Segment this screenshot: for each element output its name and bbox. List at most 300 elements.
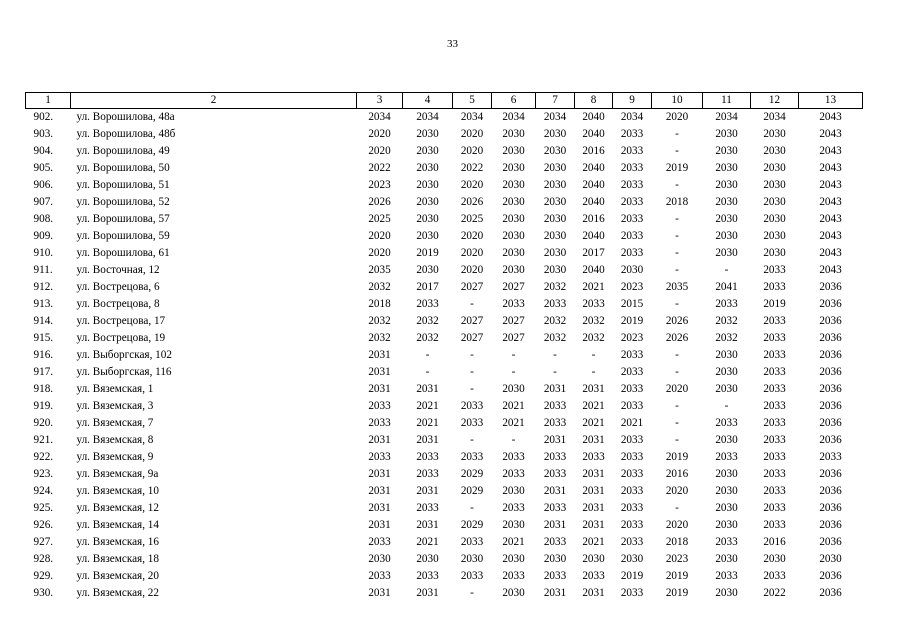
year-cell: 2034 [416,111,439,123]
table-row [26,296,863,313]
year-cell: - [675,213,679,225]
year-cell: 2027 [460,281,484,293]
year-cell: 2021 [582,536,605,548]
year-cell: 2030 [715,196,738,208]
table-row [26,194,863,211]
address-cell: ул. Вяземская, 22 [76,587,159,599]
year-cell: 2030 [502,519,525,531]
year-cell: 2021 [416,536,439,548]
address-cell: ул. Ворошилова, 61 [76,247,170,259]
year-cell: 2030 [543,247,567,259]
year-cell: 2033 [620,536,644,548]
year-cell: 2030 [715,128,738,140]
year-cell: 2033 [763,519,786,531]
year-cell: 2033 [543,451,567,463]
year-cell: 2031 [416,587,439,599]
column-header: 13 [799,93,863,109]
year-cell: 2030 [715,468,738,480]
year-cell: 2030 [502,587,525,599]
year-cell: 2031 [543,587,567,599]
year-cell: 2032 [368,281,391,293]
year-cell: 2033 [460,536,484,548]
year-cell: 2033 [763,570,786,582]
year-cell: 2033 [543,468,567,480]
year-cell: 2030 [543,162,567,174]
year-cell: 2027 [502,332,525,344]
year-cell: 2034 [715,111,738,123]
address-cell: ул. Ворошилова, 52 [76,196,170,208]
row-number-cell: 904. [33,145,54,157]
year-cell: 2030 [715,247,738,259]
row-number-cell: 906. [33,179,54,191]
year-cell: 2032 [368,315,391,327]
table-row [26,415,863,432]
year-cell: 2036 [819,570,842,582]
row-number-cell: 924. [33,485,54,497]
year-cell: 2033 [368,451,391,463]
address-cell: ул. Вяземская, 1 [76,383,154,395]
year-cell: 2031 [416,383,439,395]
year-cell: 2021 [582,417,605,429]
year-cell: 2030 [416,145,439,157]
year-cell: 2033 [763,468,786,480]
table-body [26,109,863,603]
year-cell: 2031 [368,349,391,361]
year-cell: 2021 [582,400,605,412]
year-cell: 2030 [763,179,786,191]
year-cell: 2030 [416,264,439,276]
year-cell: - [675,417,679,429]
year-cell: 2043 [819,230,842,242]
year-cell: 2021 [502,417,525,429]
year-cell: 2030 [416,196,439,208]
year-cell: 2019 [665,570,689,582]
year-cell: 2031 [582,587,605,599]
year-cell: 2030 [715,553,738,565]
year-cell: 2030 [543,128,567,140]
year-cell: 2040 [582,230,605,242]
year-cell: 2033 [715,570,738,582]
year-cell: 2033 [460,570,484,582]
year-cell: 2016 [582,145,605,157]
year-cell: 2033 [543,417,567,429]
row-number-cell: 909. [33,230,54,242]
year-cell: 2031 [582,485,605,497]
year-cell: 2030 [715,485,738,497]
year-cell: 2043 [819,213,842,225]
year-cell: 2030 [763,145,786,157]
year-cell: 2031 [368,366,391,378]
year-cell: 2036 [819,587,842,599]
row-number-cell: 915. [33,332,54,344]
year-cell: 2036 [819,485,842,497]
year-cell: 2030 [715,502,738,514]
year-cell: 2031 [416,519,439,531]
year-cell: 2033 [620,179,644,191]
year-cell: 2020 [460,247,484,259]
table-row [26,364,863,381]
year-cell: 2033 [763,332,786,344]
table-row [26,109,863,127]
year-cell: 2033 [763,264,786,276]
year-cell: 2035 [665,281,689,293]
year-cell: 2031 [368,502,391,514]
year-cell: 2030 [502,196,525,208]
year-cell: 2030 [543,553,567,565]
year-cell: 2023 [620,281,644,293]
address-cell: ул. Вострецова, 17 [76,315,166,327]
year-cell: 2020 [368,128,391,140]
row-number-cell: 903. [33,128,54,140]
year-cell: 2020 [665,485,689,497]
year-cell: 2030 [715,383,738,395]
table-row [26,228,863,245]
table-row [26,568,863,585]
column-header: 4 [403,93,453,109]
year-cell: 2027 [502,281,525,293]
year-cell: 2033 [715,451,738,463]
year-cell: - [511,434,516,446]
year-cell: 2029 [460,468,484,480]
year-cell: 2030 [763,247,786,259]
year-cell: 2030 [715,366,738,378]
year-cell: 2030 [763,196,786,208]
year-cell: 2019 [665,162,689,174]
address-cell: ул. Вострецова, 8 [76,298,160,310]
row-number-cell: 930. [33,587,54,599]
year-cell: 2033 [460,451,484,463]
address-cell: ул. Вяземская, 16 [76,536,159,548]
year-cell: 2043 [819,264,842,276]
row-number-cell: 927. [33,536,54,548]
column-header: 12 [751,93,799,109]
address-cell: ул. Вяземская, 10 [76,485,159,497]
year-cell: - [675,230,679,242]
year-cell: - [591,366,596,378]
year-cell: 2040 [582,111,605,123]
year-cell: 2030 [502,485,525,497]
year-cell: - [425,366,430,378]
year-cell: - [470,366,474,378]
row-number-cell: 919. [33,400,54,412]
row-number-cell: 908. [33,213,54,225]
address-cell: ул. Вяземская, 9 [76,451,154,463]
row-number-cell: 907. [33,196,54,208]
table-row [26,160,863,177]
row-number-cell: 921. [33,434,54,446]
year-cell: - [425,349,430,361]
row-number-cell: 911. [33,264,53,276]
year-cell: 2030 [715,230,738,242]
year-cell: 2036 [819,536,842,548]
table-row [26,262,863,279]
year-cell: 2033 [502,468,525,480]
year-cell: 2033 [620,519,644,531]
row-number-cell: 912. [33,281,54,293]
year-cell: - [553,366,557,378]
year-cell: 2033 [763,383,786,395]
year-cell: 2020 [665,111,689,123]
year-cell: 2036 [819,519,842,531]
address-cell: ул. Ворошилова, 51 [76,179,170,191]
year-cell: 2018 [665,536,689,548]
year-cell: 2033 [368,570,391,582]
year-cell: 2030 [416,128,439,140]
year-cell: 2030 [763,213,786,225]
year-cell: 2034 [543,111,567,123]
year-cell: 2033 [620,128,644,140]
table-row [26,143,863,160]
table-row [26,347,863,364]
year-cell: 2031 [543,434,567,446]
year-cell: 2020 [665,519,689,531]
year-cell: 2030 [715,349,738,361]
year-cell: 2033 [819,451,842,463]
year-cell: 2030 [715,587,738,599]
year-cell: 2031 [368,468,391,480]
year-cell: 2019 [620,570,644,582]
table-row [26,483,863,500]
address-cell: ул. Восточная, 12 [76,264,160,276]
table-row [26,126,863,143]
address-cell: ул. Вяземская, 3 [76,400,154,412]
year-cell: 2031 [368,485,391,497]
year-cell: - [675,298,679,310]
year-cell: 2032 [543,332,567,344]
year-cell: 2033 [620,196,644,208]
year-cell: - [724,264,729,276]
year-cell: 2031 [543,519,567,531]
year-cell: 2030 [368,553,391,565]
year-cell: 2033 [715,298,738,310]
year-cell: 2030 [460,553,484,565]
year-cell: 2031 [368,434,391,446]
year-cell: 2031 [416,485,439,497]
table-row [26,330,863,347]
year-cell: 2033 [763,502,786,514]
year-cell: 2033 [368,536,391,548]
year-cell: 2021 [416,417,439,429]
year-cell: 2030 [502,128,525,140]
year-cell: 2023 [368,179,391,191]
year-cell: 2030 [502,213,525,225]
year-cell: 2032 [368,332,391,344]
column-header: 1 [26,93,71,109]
year-cell: 2032 [543,315,567,327]
year-cell: 2033 [543,400,567,412]
row-number-cell: 917. [33,366,54,378]
year-cell: 2030 [819,553,842,565]
year-cell: 2036 [819,468,842,480]
year-cell: 2033 [502,502,525,514]
row-number-cell: 916. [33,349,54,361]
year-cell: 2036 [819,315,842,327]
year-cell: 2033 [460,417,484,429]
year-cell: 2030 [620,264,644,276]
year-cell: 2031 [582,468,605,480]
year-cell: 2032 [582,315,605,327]
year-cell: 2034 [368,111,391,123]
year-cell: 2031 [582,434,605,446]
year-cell: 2033 [502,570,525,582]
year-cell: 2030 [543,264,567,276]
address-cell: ул. Вяземская, 7 [76,417,154,429]
year-cell: 2031 [368,383,391,395]
year-cell: 2029 [460,485,484,497]
year-cell: 2020 [665,383,689,395]
year-cell: 2030 [715,145,738,157]
address-cell: ул. Выборгская, 102 [76,349,172,361]
year-cell: 2036 [819,417,842,429]
year-cell: 2030 [543,196,567,208]
year-cell: 2033 [620,145,644,157]
column-header: 3 [357,93,403,109]
year-cell: 2032 [715,332,738,344]
row-number-cell: 925. [33,502,54,514]
year-cell: 2020 [368,230,391,242]
table-row [26,432,863,449]
table-header-row [26,93,863,109]
year-cell: 2033 [620,502,644,514]
year-cell: 2018 [665,196,689,208]
table-row [26,313,863,330]
year-cell: 2043 [819,162,842,174]
year-cell: - [511,349,516,361]
year-cell: 2018 [368,298,391,310]
row-number-cell: 922. [33,451,54,463]
year-cell: - [470,383,474,395]
year-cell: 2030 [543,230,567,242]
year-cell: 2034 [763,111,786,123]
year-cell: 2021 [502,400,525,412]
year-cell: 2033 [620,366,644,378]
year-cell: 2030 [763,553,786,565]
year-cell: 2016 [665,468,689,480]
year-cell: 2016 [582,213,605,225]
row-number-cell: 929. [33,570,54,582]
year-cell: 2031 [368,519,391,531]
row-number-cell: 905. [33,162,54,174]
year-cell: 2022 [368,162,391,174]
year-cell: 2040 [582,162,605,174]
row-number-cell: 914. [33,315,54,327]
year-cell: - [470,434,474,446]
year-cell: 2026 [665,332,689,344]
column-header: 11 [703,93,751,109]
year-cell: 2030 [416,213,439,225]
year-cell: 2040 [582,128,605,140]
year-cell: 2030 [715,519,738,531]
year-cell: 2032 [416,315,439,327]
address-cell: ул. Вострецова, 6 [76,281,160,293]
column-header: 9 [613,93,652,109]
address-cell: ул. Вострецова, 19 [76,332,166,344]
year-cell: 2030 [502,145,525,157]
row-number-cell: 928. [33,553,54,565]
year-cell: 2033 [582,570,605,582]
year-cell: 2030 [502,179,525,191]
year-cell: - [675,502,679,514]
year-cell: 2033 [368,400,391,412]
table-row [26,534,863,551]
year-cell: - [675,145,679,157]
year-cell: 2027 [502,315,525,327]
year-cell: 2030 [416,553,439,565]
column-header: 8 [575,93,613,109]
year-cell: 2032 [416,332,439,344]
address-cell: ул. Вяземская, 9а [76,468,159,480]
address-cell: ул. Вяземская, 12 [76,502,159,514]
year-cell: 2030 [502,230,525,242]
year-cell: 2031 [582,519,605,531]
year-cell: - [675,366,679,378]
column-header: 6 [492,93,536,109]
year-cell: 2030 [416,230,439,242]
year-cell: 2033 [763,451,786,463]
year-cell: 2030 [502,383,525,395]
year-cell: 2036 [819,502,842,514]
year-cell: 2030 [763,230,786,242]
year-cell: 2032 [543,281,567,293]
year-cell: 2034 [460,111,484,123]
year-cell: 2036 [819,400,842,412]
year-cell: 2033 [763,434,786,446]
year-cell: 2033 [416,570,439,582]
year-cell: 2019 [763,298,786,310]
year-cell: 2020 [460,179,484,191]
address-cell: ул. Ворошилова, 48б [76,128,176,140]
address-cell: ул. Ворошилова, 59 [76,230,170,242]
year-cell: 2032 [582,332,605,344]
table-row [26,381,863,398]
year-cell: 2036 [819,281,842,293]
year-cell: 2030 [543,179,567,191]
year-cell: 2030 [543,213,567,225]
year-cell: 2026 [665,315,689,327]
year-cell: - [675,400,679,412]
table-row [26,500,863,517]
year-cell: 2040 [582,179,605,191]
year-cell: 2034 [502,111,525,123]
year-cell: 2034 [620,111,644,123]
year-cell: 2017 [582,247,605,259]
year-cell: 2033 [763,281,786,293]
row-number-cell: 913. [33,298,54,310]
year-cell: 2031 [368,587,391,599]
year-cell: 2033 [763,400,786,412]
year-cell: 2033 [460,400,484,412]
year-cell: 2043 [819,145,842,157]
year-cell: 2033 [620,400,644,412]
year-cell: 2033 [502,451,525,463]
address-cell: ул. Ворошилова, 50 [76,162,170,174]
address-cell: ул. Вяземская, 14 [76,519,159,531]
year-cell: - [675,349,679,361]
year-cell: 2036 [819,332,842,344]
column-header: 2 [71,93,357,109]
row-number-cell: 923. [33,468,54,480]
row-number-cell: 926. [33,519,54,531]
year-cell: 2036 [819,383,842,395]
year-cell: 2026 [368,196,391,208]
year-cell: 2033 [620,349,644,361]
year-cell: 2033 [620,468,644,480]
table-row [26,398,863,415]
table-row [26,585,863,602]
year-cell: 2029 [460,519,484,531]
year-cell: 2033 [416,502,439,514]
year-cell: 2036 [819,434,842,446]
